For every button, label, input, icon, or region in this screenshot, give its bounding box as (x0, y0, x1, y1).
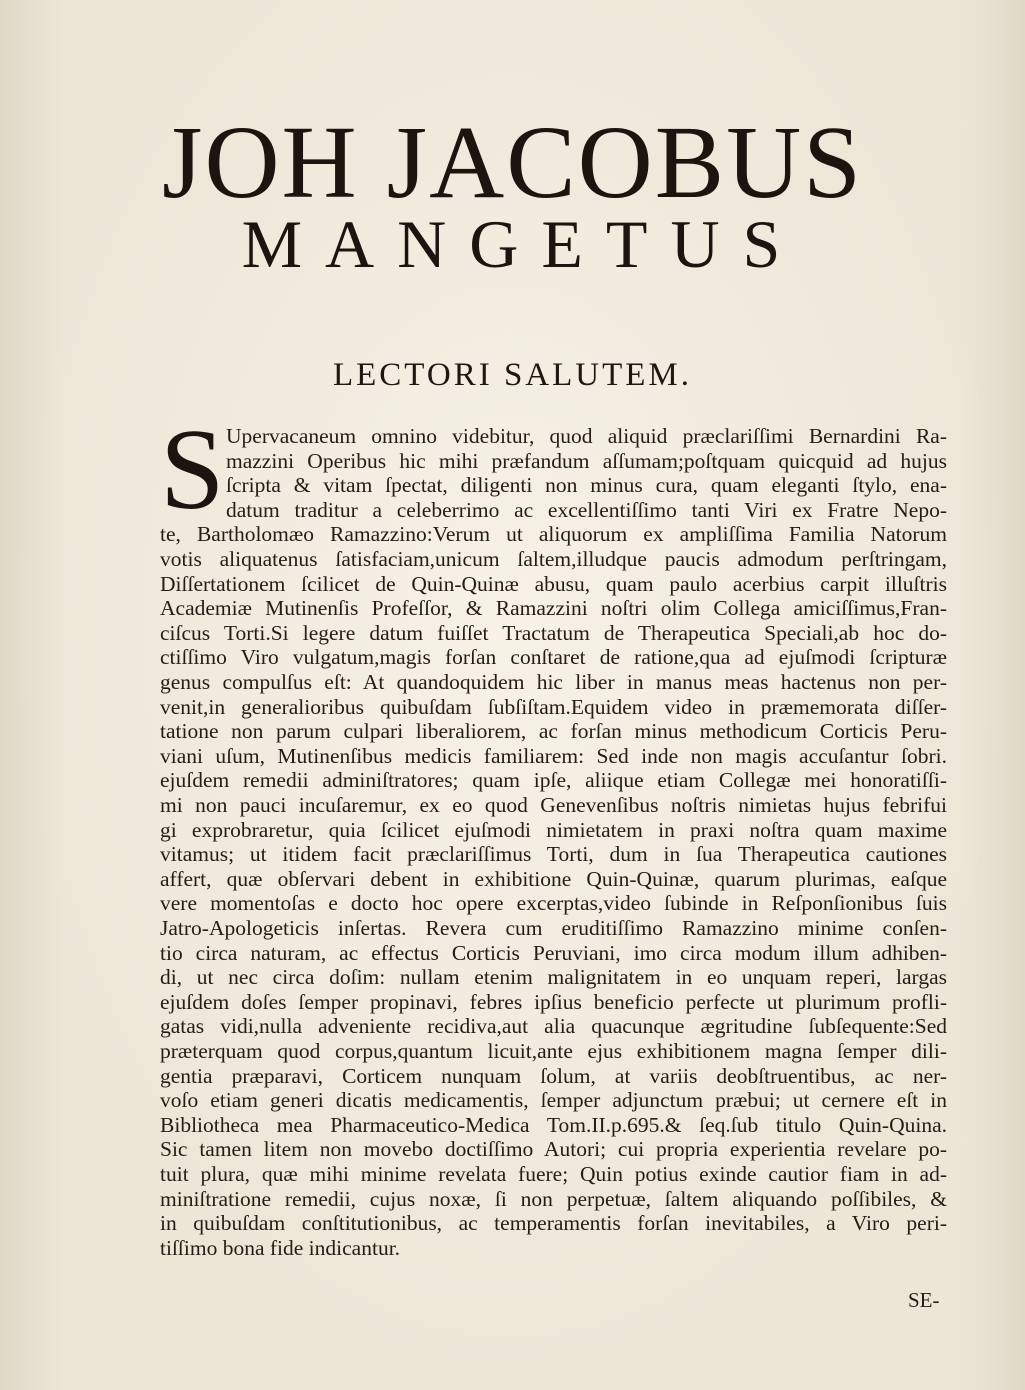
text-line: di, ut nec circa doſim: nullam etenim malignitatem in eo unquam reperi, largas (160, 965, 947, 990)
text-line: ſcripta & vitam ſpectat, diligenti non minus cura, quam eleganti ſtylo, ena- (226, 473, 947, 498)
text-line: genus compulſus eſt: At quandoquidem hic liber in manus meas hactenus non per- (160, 670, 947, 694)
text-line: votis aliquatenus ſatisfaciam,unicum ſaltem,illudque paucis admodum perſtringam, (160, 547, 947, 571)
text-line: ctiſſimo Viro vulgatum,magis forſan conſtaret de ratione,qua ad ejuſmodi ſcripturæ (160, 645, 947, 670)
text-line: Academiæ Mutinenſis Profeſſor, & Ramazzini noſtri olim Collega amiciſſimus,Fran- (160, 596, 947, 621)
text-line: te, Bartholomæo Ramazzino:Verum ut aliquorum ex ampliſſima Familia Natorum (160, 522, 947, 547)
text-line: Bibliotheca mea Pharmaceutico-Medica Tom.II.p.695.& ſeq.ſub titulo Quin-Quina. (160, 1112, 947, 1137)
author-name-line-1: JOH JACOBUS (161, 105, 864, 220)
text-line: mi non pauci incuſaremur, ex eo quod Genevenſibus noſtris nimietas hujus febrifui (160, 793, 947, 817)
text-line: viani uſum, Mutinenſibus medicis familiarem: Sed inde non magis accuſantur ſobri. (160, 743, 947, 768)
salutation-heading: LECTORI SALUTEM. (332, 357, 693, 393)
text-line: datum traditur a celeberrimo ac excellentiſſimo tanti Viri ex Fratre Nepo- (226, 497, 947, 522)
text-line: venit,in generalioribus quibuſdam ſubſiſtam.Equidem video in præmemorata diſſer- (160, 694, 947, 719)
text-line: tio circa naturam, ac effectus Corticis Peruviani, imo circa modum illum adhiben- (160, 940, 947, 965)
text-line: tiſſimo bona fide indicantur. (160, 1235, 401, 1260)
text-line: præterquam quod corpus,quantum licuit,ante ejus exhibitionem magna ſemper dili- (160, 1039, 947, 1063)
text-line: gatas vidi,nulla adveniente recidiva,aut alia quacunque ægritudine ſubſequente:Sed (160, 1014, 947, 1039)
text-line: Sic tamen litem non movebo doctiſſimo Autori; cui propria experientia revelare po- (160, 1137, 947, 1162)
text-line: ejuſdem remedii adminiſtratores; quam ipſe, aliique etiam Collegæ mei honoratiſſi- (160, 768, 947, 793)
text-line: affert, quæ obſervari debent in exhibitione Quin-Quinæ, quarum plurimas, eaſque (160, 866, 947, 891)
author-name-line-2: MANGETUS (241, 206, 804, 282)
text-line: ejuſdem doſes ſemper propinavi, febres ipſius beneficio perfecte ut plurimum profli- (160, 989, 947, 1014)
text-line: voſo etiam generi dicatis medicamentis, ſemper adjunctum præbui; ut cernere eſt in (160, 1088, 947, 1113)
text-line: Diſſertationem ſcilicet de Quin-Quinæ abusu, quam paulo acerbius carpit illuſtris (160, 571, 947, 596)
text-line: mazzini Operibus hic mihi præfandum aſſumam;poſtquam quicquid ad hujus (226, 448, 947, 473)
text-line: Upervacaneum omnino videbitur, quod aliquid præclariſſimi Bernardini Ra- (226, 424, 947, 448)
text-line: vere momentoſas e docto hoc opere excerptas,video ſubinde in Reſponſionibus ſuis (160, 891, 947, 916)
text-line: ciſcus Torti.Si legere datum fuiſſet Tractatum de Therapeutica Speciali,ab hoc do- (160, 620, 947, 645)
text-line: tuit plura, quæ mihi minime revelata fuere; Quin potius exinde cautior fiam in ad- (160, 1162, 947, 1186)
catchword: SE- (908, 1288, 940, 1312)
text-line: gi exprobraretur, quia ſcilicet ejuſmodi nimietatem in praxi noſtra quam maxime (160, 817, 947, 842)
text-line: Jatro-Apologeticis inſertas. Revera cum eruditiſſimo Ramazzino minime conſen- (160, 916, 947, 940)
text-line: gentia præparavi, Corticem nunquam ſolum, at variis deobſtruentibus, ac ner- (160, 1063, 947, 1088)
text-line: vitamus; ut itidem facit præclariſſimus Torti, dum in ſua Therapeutica cautiones (160, 842, 947, 867)
text-line: in quibuſdam conſtitutionibus, ac temperamentis forſan inevitabiles, a Viro peri- (160, 1211, 947, 1236)
text-line: tatione non parum culpari liberaliorem, ac forſan minus methodicum Corticis Peru- (160, 719, 947, 744)
drop-cap: S (160, 406, 225, 534)
text-line: miniſtratione remedii, cujus noxæ, ſi non perpetuæ, ſaltem aliquando poſſibiles, & (160, 1186, 947, 1211)
